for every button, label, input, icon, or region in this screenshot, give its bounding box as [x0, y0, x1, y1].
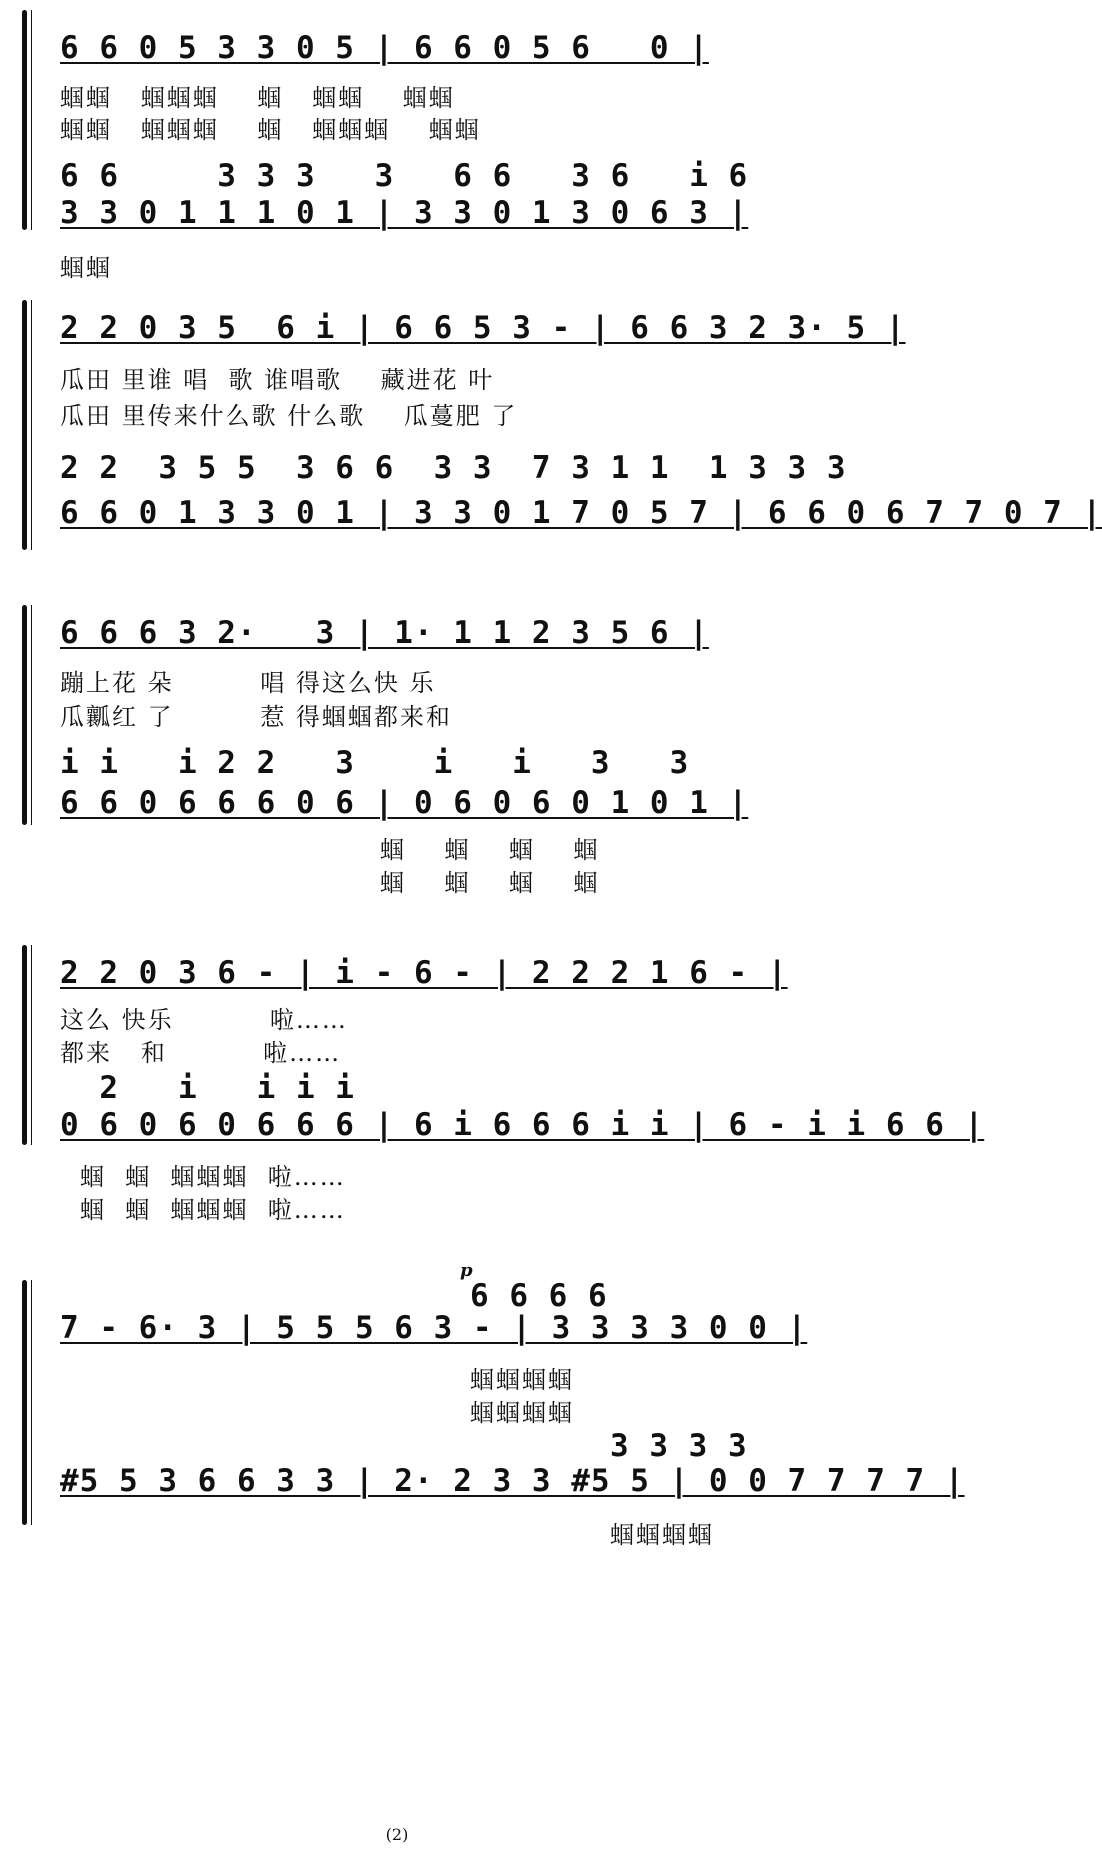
system-bracket [22, 10, 27, 230]
system-bracket [22, 605, 27, 825]
lyrics-verse-2: 蝈蝈蝈蝈 [470, 1399, 574, 1427]
lower-lower-notes: 6 6 0 1 3 3 0 1 | 3 3 0 1 7 0 5 7 | 6 6 0 6 7 7 0 7 | [60, 495, 1102, 531]
lower-upper-notes: 2 2 3 5 5 3 6 6 3 3 7 3 1 1 1 3 3 3 [60, 450, 847, 486]
lyrics-verse-2: 瓜田 里传来什么歌 什么歌 瓜蔓肥 了 [60, 402, 518, 430]
lower-lyric-1: 蝈 蝈 蝈 蝈 [380, 836, 600, 864]
lower-lyric-2: 蝈 蝈 蝈蝈蝈 啦…… [80, 1196, 346, 1224]
page-number: (2) [385, 1825, 409, 1844]
lyrics-verse-1: 蝈蝈蝈蝈 [470, 1366, 574, 1394]
system-bracket [22, 1280, 27, 1525]
lower-lyric: 蝈蝈 [60, 254, 112, 282]
lower-lyric-1: 蝈 蝈 蝈蝈蝈 啦…… [80, 1163, 346, 1191]
lower-lower-notes: 6 6 0 6 6 6 0 6 | 0 6 0 6 0 1 0 1 | [60, 785, 749, 821]
lower-lyric-2: 蝈 蝈 蝈 蝈 [380, 869, 600, 897]
lyrics-verse-1: 瓜田 里谁 唱 歌 谁唱歌 藏进花 叶 [60, 366, 495, 394]
lower-lower-notes: 3 3 0 1 1 1 0 1 | 3 3 0 1 3 0 6 3 | [60, 195, 749, 231]
lower-upper-notes: 6 6 3 3 3 3 6 6 3 6 i 6 [60, 158, 749, 194]
upper-voice-notes: 2 2 0 3 6 - | i - 6 - | 2 2 2 1 6 - | [60, 955, 788, 991]
lower-upper-notes: 2 i i i i [60, 1070, 355, 1106]
upper-voice-notes: 2 2 0 3 5 6 i | 6 6 5 3 - | 6 6 3 2 3· 5 | [60, 310, 906, 346]
lower-lyric: 蝈蝈蝈蝈 [610, 1521, 714, 1549]
system-bracket [22, 300, 27, 550]
lower-lower-notes: #5 5 3 6 6 3 3 | 2· 2 3 3 #5 5 | 0 0 7 7 7 7 | [60, 1463, 965, 1499]
lyrics-verse-1: 蝈蝈 蝈蝈蝈 蝈 蝈蝈 蝈蝈 [60, 84, 455, 112]
upper-chord-top: 6 6 6 6 [470, 1278, 608, 1314]
lyrics-verse-2: 蝈蝈 蝈蝈蝈 蝈 蝈蝈蝈 蝈蝈 [60, 116, 481, 144]
system-bracket [22, 945, 27, 1145]
lower-lower-notes: 0 6 0 6 0 6 6 6 | 6 i 6 6 6 i i | 6 - i i 6 6 | [60, 1107, 985, 1143]
lyrics-verse-1: 这么 快乐 啦…… [60, 1006, 348, 1034]
upper-voice-notes: 6 6 0 5 3 3 0 5 | 6 6 0 5 6 0 | [60, 30, 709, 66]
lyrics-verse-1: 蹦上花 朵 唱 得这么快 乐 [60, 669, 436, 697]
upper-voice-notes: 6 6 6 3 2· 3 | 1· 1 1 2 3 5 6 | [60, 615, 709, 651]
lower-upper-notes: i i i 2 2 3 i i 3 3 [60, 745, 690, 781]
dynamic-marking: p [460, 1260, 473, 1281]
lyrics-verse-2: 瓜瓤红 了 惹 得蝈蝈都来和 [60, 703, 452, 731]
upper-voice-notes: 7 - 6· 3 | 5 5 5 6 3 - | 3 3 3 3 0 0 | [60, 1310, 808, 1346]
lower-chord-top: 3 3 3 3 [610, 1428, 748, 1464]
lyrics-verse-2: 都来 和 啦…… [60, 1039, 342, 1067]
